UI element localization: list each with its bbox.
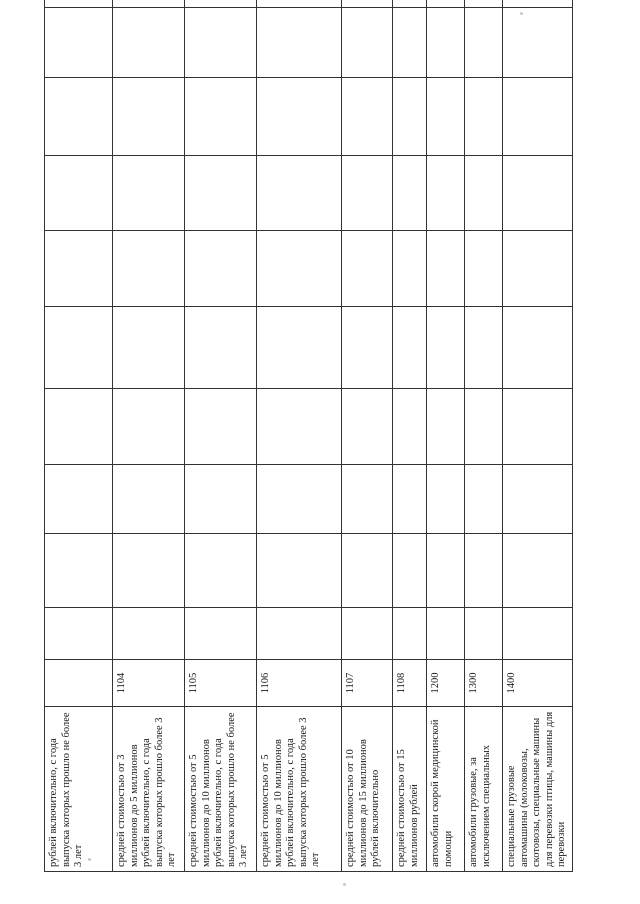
table-body <box>45 0 573 872</box>
value-cell <box>257 78 342 156</box>
value-cell <box>113 465 185 534</box>
value-cell <box>113 231 185 307</box>
value-cell <box>342 307 393 389</box>
table-row <box>342 0 393 872</box>
value-cell <box>113 156 185 231</box>
value-cell <box>185 231 257 307</box>
value-cell <box>45 307 113 389</box>
value-cell <box>45 78 113 156</box>
value-cell <box>185 0 257 8</box>
value-cell <box>342 8 393 78</box>
value-cell <box>465 8 503 78</box>
value-cell <box>503 307 573 389</box>
value-cell <box>257 465 342 534</box>
value-cell <box>185 78 257 156</box>
value-cell <box>503 465 573 534</box>
value-cell <box>503 534 573 608</box>
value-cell <box>342 0 393 8</box>
value-cell <box>45 608 113 660</box>
value-cell <box>342 231 393 307</box>
value-cell <box>503 231 573 307</box>
value-cell <box>465 0 503 8</box>
value-cell <box>45 389 113 465</box>
value-cell <box>393 465 427 534</box>
value-cell <box>427 0 465 8</box>
row-label: автомобили скорой медицинской помощи <box>427 707 465 872</box>
value-cell <box>503 156 573 231</box>
value-cell <box>113 78 185 156</box>
value-cell <box>503 608 573 660</box>
table-row <box>465 0 503 872</box>
value-cell <box>427 307 465 389</box>
value-cell <box>342 156 393 231</box>
value-cell <box>393 156 427 231</box>
value-cell <box>257 608 342 660</box>
value-cell <box>393 8 427 78</box>
value-cell <box>257 231 342 307</box>
transport-tax-table <box>44 0 573 872</box>
value-cell <box>257 307 342 389</box>
value-cell <box>427 465 465 534</box>
value-cell <box>342 534 393 608</box>
value-cell <box>465 156 503 231</box>
row-code: 1200 <box>427 660 465 707</box>
row-code <box>45 660 113 707</box>
table-row <box>185 0 257 872</box>
value-cell <box>393 307 427 389</box>
value-cell <box>257 389 342 465</box>
value-cell <box>503 0 573 8</box>
value-cell <box>45 231 113 307</box>
table-row <box>503 0 573 872</box>
value-cell <box>257 8 342 78</box>
value-cell <box>427 534 465 608</box>
value-cell <box>427 608 465 660</box>
value-cell <box>185 389 257 465</box>
row-code: 1300 <box>465 660 503 707</box>
value-cell <box>465 389 503 465</box>
value-cell <box>503 389 573 465</box>
scan-speck <box>88 858 91 861</box>
value-cell <box>185 534 257 608</box>
table-row <box>257 0 342 872</box>
value-cell <box>45 465 113 534</box>
value-cell <box>185 156 257 231</box>
value-cell <box>465 465 503 534</box>
row-label: рублей включительно, с года выпуска которых прошло не более 3 лет <box>45 707 113 872</box>
value-cell <box>185 608 257 660</box>
value-cell <box>257 534 342 608</box>
value-cell <box>465 307 503 389</box>
value-cell <box>503 8 573 78</box>
scan-speck <box>343 883 346 886</box>
row-label: средней стоимостью от 10 миллионов до 15 миллионов рублей включительно <box>342 707 393 872</box>
value-cell <box>113 534 185 608</box>
value-cell <box>342 389 393 465</box>
value-cell <box>427 156 465 231</box>
value-cell <box>45 534 113 608</box>
value-cell <box>113 307 185 389</box>
row-label: средней стоимостью от 3 миллионов до 5 миллионов рублей включительно, с года выпуска которых прошло более 3 лет <box>113 707 185 872</box>
value-cell <box>342 608 393 660</box>
value-cell <box>113 0 185 8</box>
value-cell <box>342 78 393 156</box>
value-cell <box>113 389 185 465</box>
value-cell <box>503 78 573 156</box>
value-cell <box>257 0 342 8</box>
rotated-page <box>44 34 570 872</box>
value-cell <box>393 389 427 465</box>
value-cell <box>393 231 427 307</box>
value-cell <box>185 8 257 78</box>
value-cell <box>113 8 185 78</box>
row-label: средней стоимостью от 5 миллионов до 10 миллионов рублей включительно, с года выпуска которых прошло более 3 лет <box>257 707 342 872</box>
table-row <box>393 0 427 872</box>
row-code: 1106 <box>257 660 342 707</box>
scan-speck <box>520 12 523 15</box>
row-code: 1400 <box>503 660 573 707</box>
value-cell <box>465 231 503 307</box>
row-label: средней стоимостью от 15 миллионов рублей <box>393 707 427 872</box>
value-cell <box>427 78 465 156</box>
value-cell <box>342 465 393 534</box>
value-cell <box>45 0 113 8</box>
value-cell <box>113 608 185 660</box>
value-cell <box>45 8 113 78</box>
value-cell <box>185 465 257 534</box>
row-label: средней стоимостью от 5 миллионов до 10 миллионов рублей включительно, с года выпуска которых прошло не более 3 лет <box>185 707 257 872</box>
row-code: 1104 <box>113 660 185 707</box>
value-cell <box>393 534 427 608</box>
table-row <box>113 0 185 872</box>
row-code: 1108 <box>393 660 427 707</box>
value-cell <box>427 389 465 465</box>
value-cell <box>465 78 503 156</box>
value-cell <box>393 608 427 660</box>
row-label: автомобили грузовые, за исключением специальных <box>465 707 503 872</box>
table-row <box>427 0 465 872</box>
value-cell <box>427 231 465 307</box>
table-row <box>45 0 113 872</box>
value-cell <box>185 307 257 389</box>
row-code: 1107 <box>342 660 393 707</box>
row-label: специальные грузовые автомашины (молоковозы, скотовозы, специальные машины для перевозки птицы, машины для перевозки <box>503 707 573 872</box>
value-cell <box>45 156 113 231</box>
value-cell <box>465 534 503 608</box>
value-cell <box>393 78 427 156</box>
row-code: 1105 <box>185 660 257 707</box>
value-cell <box>427 8 465 78</box>
value-cell <box>257 156 342 231</box>
value-cell <box>393 0 427 8</box>
value-cell <box>465 608 503 660</box>
